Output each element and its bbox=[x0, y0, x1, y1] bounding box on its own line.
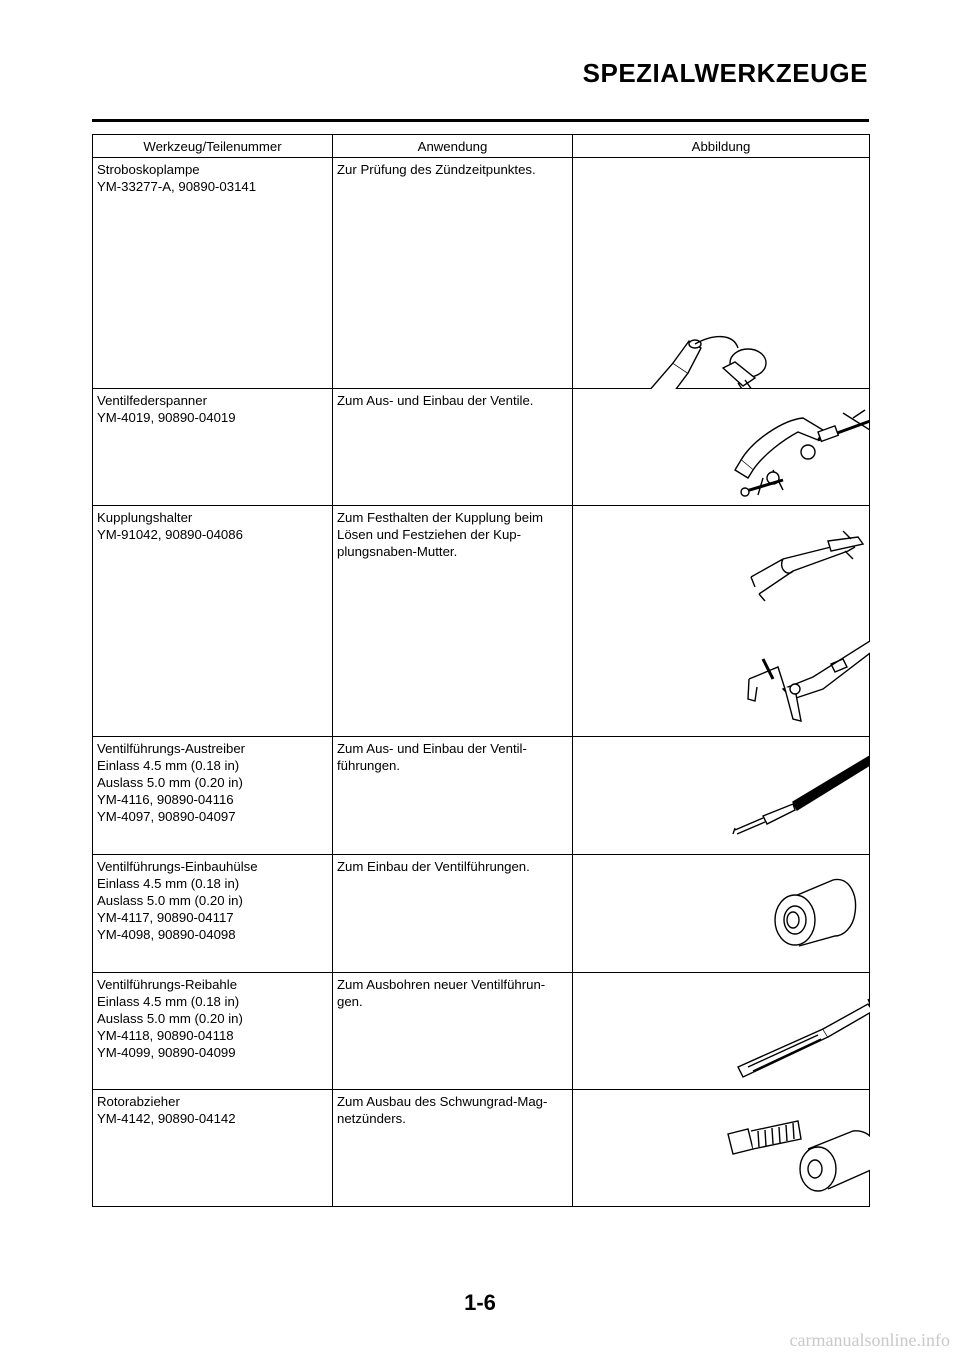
part-number: YM-4118, 90890-04118 bbox=[97, 1028, 234, 1043]
tool-cell bbox=[93, 506, 333, 737]
image-cell bbox=[573, 158, 870, 389]
usage-text: netzünders. bbox=[337, 1111, 406, 1126]
column-header-image: Abbildung bbox=[573, 135, 870, 158]
title-rule bbox=[92, 119, 869, 122]
tool-name: Ventilführungs-Reibahle bbox=[97, 977, 238, 992]
image-cell bbox=[573, 389, 870, 506]
part-number: YM-33277-A, 90890-03141 bbox=[97, 179, 257, 194]
part-number: YM-4097, 90890-04097 bbox=[97, 809, 236, 824]
table-row bbox=[93, 855, 870, 973]
tool-name: Ventilführungs-Austreiber bbox=[97, 741, 246, 756]
part-number: YM-91042, 90890-04086 bbox=[97, 527, 243, 542]
valve-guide-installer-icon bbox=[573, 855, 870, 973]
part-number: YM-4117, 90890-04117 bbox=[97, 910, 234, 925]
usage-text: plungsnaben-Mutter. bbox=[337, 544, 458, 559]
usage-text: Zum Ausbohren neuer Ventilführun- bbox=[337, 977, 546, 992]
clutch-holder-icon bbox=[573, 506, 870, 737]
tool-name: Rotorabzieher bbox=[97, 1094, 180, 1109]
usage-text: Zum Einbau der Ventilführungen. bbox=[337, 859, 530, 874]
tool-cell bbox=[93, 973, 333, 1090]
usage-cell bbox=[333, 389, 573, 506]
spec-text: Einlass 4.5 mm (0.18 in) bbox=[97, 876, 240, 891]
page-number: 1-6 bbox=[464, 1290, 496, 1315]
tool-cell bbox=[93, 737, 333, 855]
table-header-row bbox=[93, 135, 870, 158]
usage-cell bbox=[333, 855, 573, 973]
table-row bbox=[93, 1090, 870, 1207]
usage-cell bbox=[333, 158, 573, 389]
special-tools-table bbox=[92, 134, 870, 1207]
timing-light-icon bbox=[573, 158, 870, 389]
usage-cell bbox=[333, 973, 573, 1090]
spec-text: Auslass 5.0 mm (0.20 in) bbox=[97, 1011, 243, 1026]
spec-text: Auslass 5.0 mm (0.20 in) bbox=[97, 775, 243, 790]
part-number: YM-4098, 90890-04098 bbox=[97, 927, 236, 942]
usage-text: Zum Aus- und Einbau der Ventil- bbox=[337, 741, 527, 756]
watermark: carmanualsonline.info bbox=[789, 1330, 950, 1350]
table-row bbox=[93, 973, 870, 1090]
valve-guide-reamer-icon bbox=[573, 973, 870, 1090]
usage-text: führungen. bbox=[337, 758, 401, 773]
tool-cell bbox=[93, 1090, 333, 1207]
image-cell bbox=[573, 1090, 870, 1207]
usage-cell bbox=[333, 737, 573, 855]
tool-cell bbox=[93, 158, 333, 389]
table-row bbox=[93, 506, 870, 737]
usage-text: Lösen und Festziehen der Kup- bbox=[337, 527, 522, 542]
valve-spring-compressor-icon bbox=[573, 389, 870, 506]
usage-text: Zum Aus- und Einbau der Ventile. bbox=[337, 393, 534, 408]
spec-text: Auslass 5.0 mm (0.20 in) bbox=[97, 893, 243, 908]
tool-cell bbox=[93, 855, 333, 973]
image-cell bbox=[573, 973, 870, 1090]
tool-name: Stroboskoplampe bbox=[97, 162, 200, 177]
spec-text: Einlass 4.5 mm (0.18 in) bbox=[97, 758, 240, 773]
page-title: SPEZIALWERKZEUGE bbox=[582, 58, 868, 88]
usage-cell bbox=[333, 1090, 573, 1207]
column-header-tool: Werkzeug/Teilenummer bbox=[93, 135, 333, 158]
tool-cell bbox=[93, 389, 333, 506]
usage-text: Zur Prüfung des Zündzeitpunktes. bbox=[337, 162, 536, 177]
part-number: YM-4019, 90890-04019 bbox=[97, 410, 236, 425]
usage-text: gen. bbox=[337, 994, 363, 1009]
table-row bbox=[93, 158, 870, 389]
part-number: YM-4116, 90890-04116 bbox=[97, 792, 234, 807]
part-number: YM-4142, 90890-04142 bbox=[97, 1111, 236, 1126]
part-number: YM-4099, 90890-04099 bbox=[97, 1045, 236, 1060]
rotor-puller-icon bbox=[573, 1090, 870, 1207]
table-row bbox=[93, 737, 870, 855]
table-row bbox=[93, 389, 870, 506]
image-cell bbox=[573, 506, 870, 737]
column-header-usage: Anwendung bbox=[333, 135, 573, 158]
tool-name: Kupplungshalter bbox=[97, 510, 193, 525]
image-cell bbox=[573, 855, 870, 973]
tool-name: Ventilführungs-Einbauhülse bbox=[97, 859, 258, 874]
usage-text: Zum Ausbau des Schwungrad-Mag- bbox=[337, 1094, 548, 1109]
image-cell bbox=[573, 737, 870, 855]
usage-cell bbox=[333, 506, 573, 737]
tool-name: Ventilfederspanner bbox=[97, 393, 207, 408]
spec-text: Einlass 4.5 mm (0.18 in) bbox=[97, 994, 240, 1009]
valve-guide-remover-icon bbox=[573, 737, 870, 855]
usage-text: Zum Festhalten der Kupplung beim bbox=[337, 510, 543, 525]
